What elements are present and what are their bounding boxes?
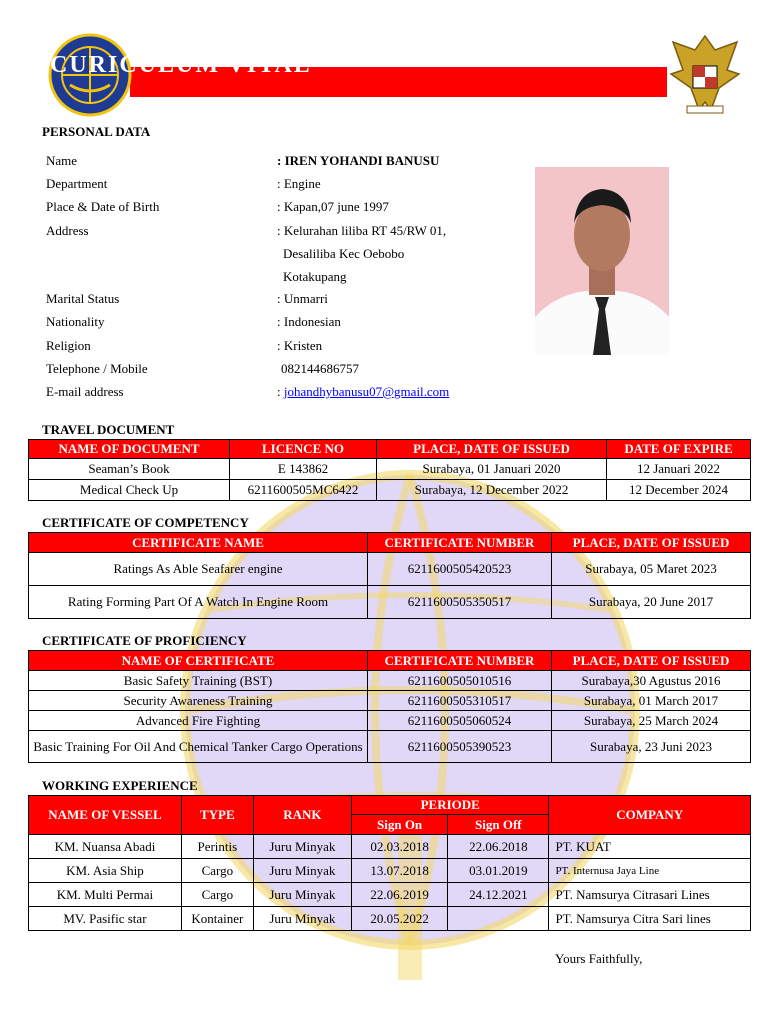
telephone-value: 082144686757	[281, 361, 359, 376]
email-colon: :	[277, 384, 281, 399]
col-header: CERTIFICATE NUMBER	[368, 533, 552, 553]
table-cell: MV. Pasific star	[29, 907, 182, 931]
closing-text: Yours Faithfully,	[555, 951, 643, 966]
competency-table	[28, 532, 751, 619]
col-header: CERTIFICATE NUMBER	[368, 651, 552, 671]
table-cell: 24.12.2021	[448, 883, 549, 907]
table-cell: PT. Internusa Jaya Line	[549, 859, 751, 883]
nationality-value: : Indonesian	[277, 314, 341, 329]
address-value-line2: Desaliliba Kec Oebobo	[283, 246, 405, 261]
col-header-rank: RANK	[253, 796, 351, 835]
table-cell: KM. Nuansa Abadi	[29, 835, 182, 859]
address-value-line1: : Kelurahan liliba RT 45/RW 01,	[277, 223, 447, 238]
col-header-periode: PERIODE	[352, 796, 549, 815]
col-header: PLACE, DATE OF ISSUED	[552, 533, 751, 553]
table-cell: 22.06.2018	[448, 835, 549, 859]
col-header: PLACE, DATE OF ISSUED	[377, 440, 607, 459]
name-value: : IREN YOHANDI BANUSU	[277, 153, 440, 168]
table-cell: Surabaya, 23 Juni 2023	[552, 731, 751, 763]
table-cell: Basic Training For Oil And Chemical Tanker Cargo Operations	[29, 731, 368, 763]
email-value	[277, 384, 449, 400]
religion-value: : Kristen	[277, 338, 323, 353]
table-cell: KM. Asia Ship	[29, 859, 182, 883]
table-cell: 20.05.2022	[352, 907, 448, 931]
col-header-sign-on: Sign On	[352, 815, 448, 835]
table-cell: Juru Minyak	[253, 883, 351, 907]
table-header-row	[29, 440, 751, 459]
table-row	[29, 459, 751, 480]
birth-value: : Kapan,07 june 1997	[277, 199, 389, 214]
address-label: Address	[46, 223, 89, 238]
table-cell: PT. Namsurya Citrasari Lines	[549, 883, 751, 907]
competency-heading: CERTIFICATE OF COMPETENCY	[42, 515, 249, 530]
cv-title: CURICULUM VITAE	[50, 52, 312, 78]
table-cell: 03.01.2019	[448, 859, 549, 883]
table-cell: 6211600505060524	[368, 711, 552, 731]
table-cell: Surabaya, 25 March 2024	[552, 711, 751, 731]
table-cell: Cargo	[181, 883, 253, 907]
col-header-vessel: NAME OF VESSEL	[29, 796, 182, 835]
travel-document-heading: TRAVEL DOCUMENT	[42, 422, 175, 437]
table-cell: Perintis	[181, 835, 253, 859]
marital-status-label: Marital Status	[46, 291, 120, 306]
col-header-company: COMPANY	[549, 796, 751, 835]
personal-data-heading: PERSONAL DATA	[42, 124, 151, 139]
table-row	[29, 691, 751, 711]
experience-table	[28, 795, 751, 931]
table-row	[29, 859, 751, 883]
table-row	[29, 835, 751, 859]
proficiency-heading: CERTIFICATE OF PROFICIENCY	[42, 633, 247, 648]
table-cell: 6211600505MC6422	[230, 480, 377, 501]
table-cell: KM. Multi Permai	[29, 883, 182, 907]
table-row	[29, 711, 751, 731]
nationality-label: Nationality	[46, 314, 105, 329]
email-label: E-mail address	[46, 384, 124, 399]
col-header-sign-off: Sign Off	[448, 815, 549, 835]
table-cell: Juru Minyak	[253, 907, 351, 931]
table-cell: Juru Minyak	[253, 859, 351, 883]
table-cell: Rating Forming Part Of A Watch In Engine Room	[29, 586, 368, 619]
table-cell: Surabaya, 05 Maret 2023	[552, 553, 751, 586]
table-header-row	[29, 796, 751, 815]
religion-label: Religion	[46, 338, 91, 353]
table-header-row	[29, 533, 751, 553]
department-value: : Engine	[277, 176, 321, 191]
table-cell: Basic Safety Training (BST)	[29, 671, 368, 691]
table-cell: Surabaya,30 Agustus 2016	[552, 671, 751, 691]
col-header: PLACE, DATE OF ISSUED	[552, 651, 751, 671]
table-cell: 6211600505420523	[368, 553, 552, 586]
table-cell: Seaman’s Book	[29, 459, 230, 480]
col-header: CERTIFICATE NAME	[29, 533, 368, 553]
email-link[interactable]: johandhybanusu07@gmail.com	[283, 384, 450, 399]
name-label: Name	[46, 153, 78, 168]
table-row	[29, 586, 751, 619]
table-cell: Kontainer	[181, 907, 253, 931]
travel-document-table	[28, 439, 751, 501]
table-cell: Cargo	[181, 859, 253, 883]
table-cell: 02.03.2018	[352, 835, 448, 859]
table-cell: 13.07.2018	[352, 859, 448, 883]
table-row	[29, 480, 751, 501]
table-header-row	[29, 651, 751, 671]
table-cell	[448, 907, 549, 931]
experience-heading: WORKING EXPERIENCE	[42, 778, 198, 793]
marital-status-value: : Unmarri	[277, 291, 328, 306]
table-cell: Medical Check Up	[29, 480, 230, 501]
table-cell: 6211600505310517	[368, 691, 552, 711]
table-cell: 12 Januari 2022	[607, 459, 751, 480]
col-header-type: TYPE	[181, 796, 253, 835]
table-cell: Advanced Fire Fighting	[29, 711, 368, 731]
table-row	[29, 671, 751, 691]
table-cell: Surabaya, 01 March 2017	[552, 691, 751, 711]
garuda-emblem-icon	[665, 30, 745, 116]
table-row	[29, 553, 751, 586]
table-cell: Ratings As Able Seafarer engine	[29, 553, 368, 586]
proficiency-table	[28, 650, 751, 763]
table-row	[29, 883, 751, 907]
table-cell: Security Awareness Training	[29, 691, 368, 711]
table-cell: 6211600505010516	[368, 671, 552, 691]
table-cell: 22.06.2019	[352, 883, 448, 907]
table-cell: PT. KUAT	[549, 835, 751, 859]
profile-photo	[535, 167, 669, 355]
table-cell: E 143862	[230, 459, 377, 480]
birth-label: Place & Date of Birth	[46, 199, 160, 214]
table-row	[29, 907, 751, 931]
department-label: Department	[46, 176, 108, 191]
table-row	[29, 731, 751, 763]
col-header: NAME OF CERTIFICATE	[29, 651, 368, 671]
table-cell: 6211600505350517	[368, 586, 552, 619]
table-cell: Surabaya, 12 December 2022	[377, 480, 607, 501]
col-header: DATE OF EXPIRE	[607, 440, 751, 459]
table-cell: PT. Namsurya Citra Sari lines	[549, 907, 751, 931]
table-cell: 6211600505390523	[368, 731, 552, 763]
table-cell: 12 December 2024	[607, 480, 751, 501]
telephone-label: Telephone / Mobile	[46, 361, 148, 376]
table-cell: Surabaya, 01 Januari 2020	[377, 459, 607, 480]
table-cell: Juru Minyak	[253, 835, 351, 859]
table-cell: Surabaya, 20 June 2017	[552, 586, 751, 619]
address-value-line3: Kotakupang	[283, 269, 347, 284]
col-header: LICENCE NO	[230, 440, 377, 459]
col-header: NAME OF DOCUMENT	[29, 440, 230, 459]
